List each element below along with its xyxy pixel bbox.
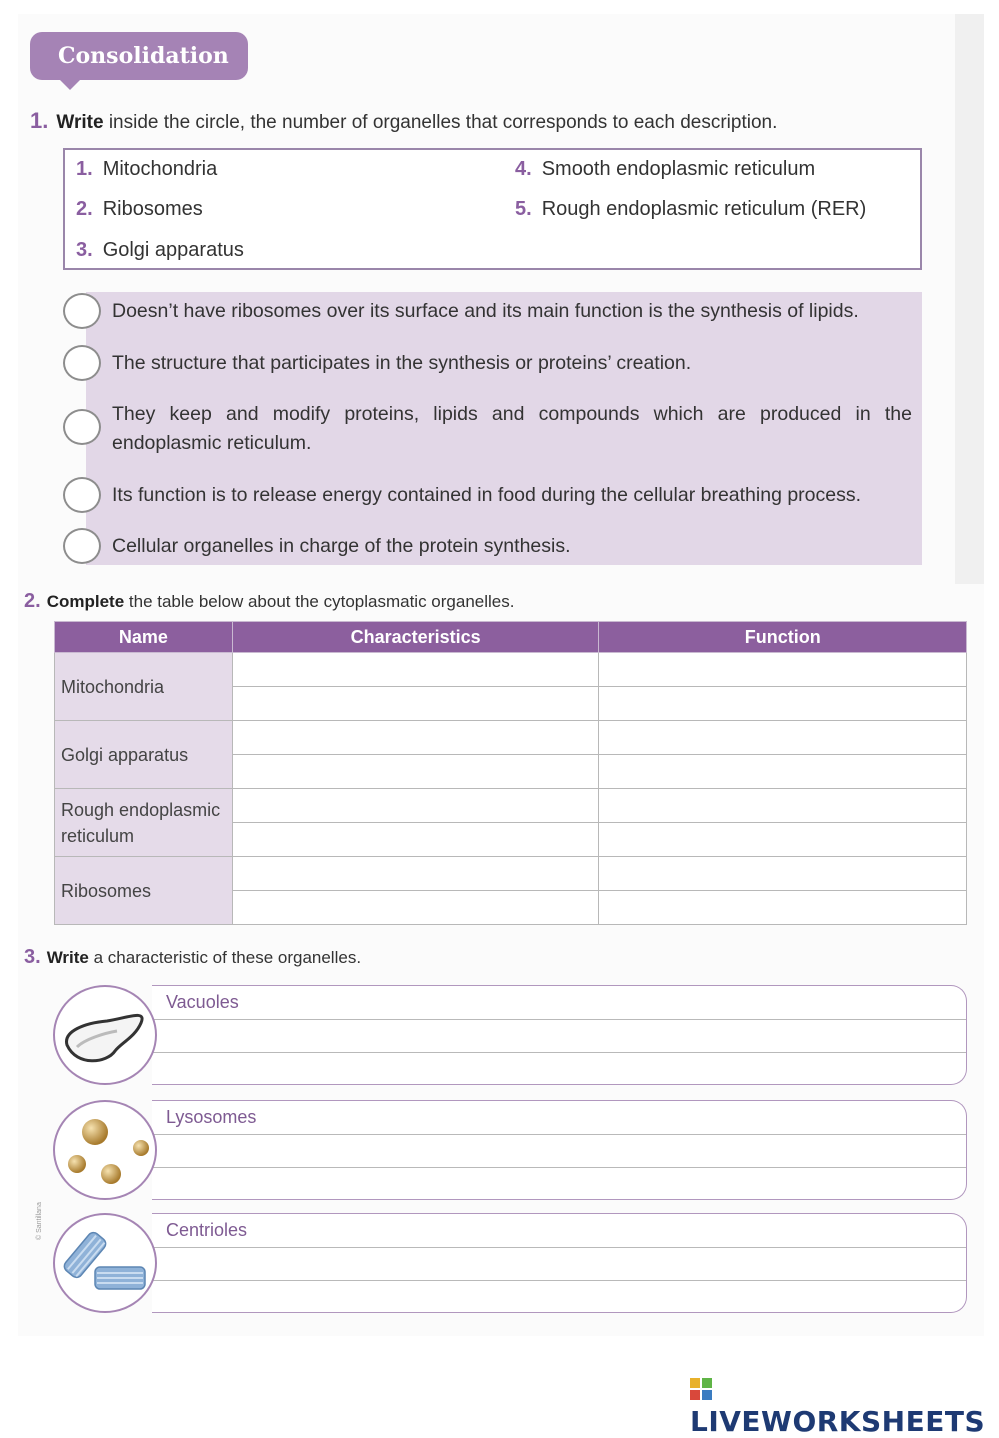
q2-number: 2. (24, 590, 41, 612)
function-input[interactable] (599, 857, 967, 891)
answer-circle-4[interactable] (63, 477, 101, 513)
description-2: The structure that participates in the synthesis or proteins’ creation. (112, 352, 692, 374)
q1-instruction (30, 108, 777, 134)
characteristics-input[interactable] (232, 857, 599, 891)
liveworksheets-logo[interactable] (690, 1372, 999, 1438)
description-3: They keep and modify proteins, lipids and compounds which are produced in the endoplasmic reticulum. (112, 403, 912, 454)
characteristics-input[interactable] (232, 823, 599, 857)
q3-verb: Write (46, 948, 89, 967)
table-row (55, 721, 967, 755)
row-name-golgi: Golgi apparatus (55, 721, 233, 789)
answer-circle-1[interactable] (63, 293, 101, 329)
lysosomes-label: Lysosomes (166, 1107, 257, 1127)
lysosome-icon (55, 1102, 155, 1198)
answer-circle-5[interactable] (63, 528, 101, 564)
row-name-mitochondria: Mitochondria (55, 653, 233, 721)
key-item-4: 4. Smooth endoplasmic reticulum (515, 158, 816, 180)
page-edge (955, 14, 984, 584)
characteristics-input[interactable] (232, 687, 599, 721)
q1-verb: Write (56, 112, 104, 133)
q2-instruction (24, 590, 514, 613)
key-item-2: 2. Ribosomes (76, 198, 203, 220)
characteristics-input[interactable] (232, 891, 599, 925)
vacuole-icon (55, 987, 155, 1083)
q2-verb: Complete (46, 592, 125, 611)
header-characteristics: Characteristics (232, 622, 599, 653)
vacuoles-label: Vacuoles (166, 992, 239, 1012)
header-name: Name (55, 622, 233, 653)
centrioles-label: Centrioles (166, 1220, 248, 1240)
function-input[interactable] (599, 789, 967, 823)
function-input[interactable] (599, 891, 967, 925)
answer-circle-3[interactable] (63, 409, 101, 445)
row-name-rer: Rough endoplasmic reticulum (55, 789, 233, 857)
row-name-ribosomes: Ribosomes (55, 857, 233, 925)
lysosome-image (53, 1100, 157, 1200)
q3-number: 3. (24, 946, 41, 968)
centriole-icon (55, 1215, 155, 1311)
vacuole-image (53, 985, 157, 1085)
description-1: Doesn’t have ribosomes over its surface and its main function is the synthesis of lipids. (112, 300, 859, 322)
q3-text: a characteristic of these organelles. (93, 948, 362, 967)
function-input[interactable] (599, 721, 967, 755)
q2-text: the table below about the cytoplasmatic organelles. (128, 592, 515, 611)
characteristics-input[interactable] (232, 653, 599, 687)
section-title: Consolidation (30, 32, 248, 80)
table-row (55, 653, 967, 687)
characteristics-input[interactable] (232, 721, 599, 755)
organelles-table (54, 621, 967, 925)
characteristics-input[interactable] (232, 789, 599, 823)
key-item-3: 3. Golgi apparatus (76, 239, 244, 261)
q1-number: 1. (30, 108, 49, 133)
table-row (55, 857, 967, 891)
key-item-1: 1. Mitochondria (76, 158, 218, 180)
description-4: Its function is to release energy contained in food during the cellular breathing process. (112, 484, 862, 506)
brand-name: LIVEWORKSHEETS (690, 1405, 986, 1438)
centrioles-answer-box[interactable] (152, 1213, 967, 1313)
centriole-image (53, 1213, 157, 1313)
table-row (55, 789, 967, 823)
characteristics-input[interactable] (232, 755, 599, 789)
q1-text: inside the circle, the number of organelles that corresponds to each description. (108, 112, 778, 133)
function-input[interactable] (599, 687, 967, 721)
answer-circle-2[interactable] (63, 345, 101, 381)
header-function: Function (599, 622, 967, 653)
lysosomes-answer-box[interactable] (152, 1100, 967, 1200)
q3-instruction (24, 946, 361, 969)
function-input[interactable] (599, 823, 967, 857)
function-input[interactable] (599, 755, 967, 789)
vacuoles-answer-box[interactable] (152, 985, 967, 1085)
key-item-5: 5. Rough endoplasmic reticulum (RER) (515, 198, 867, 220)
function-input[interactable] (599, 653, 967, 687)
copyright-text: © Santillana (36, 1202, 43, 1240)
description-5: Cellular organelles in charge of the protein synthesis. (112, 535, 571, 557)
liveworksheets-icon (690, 1378, 712, 1400)
